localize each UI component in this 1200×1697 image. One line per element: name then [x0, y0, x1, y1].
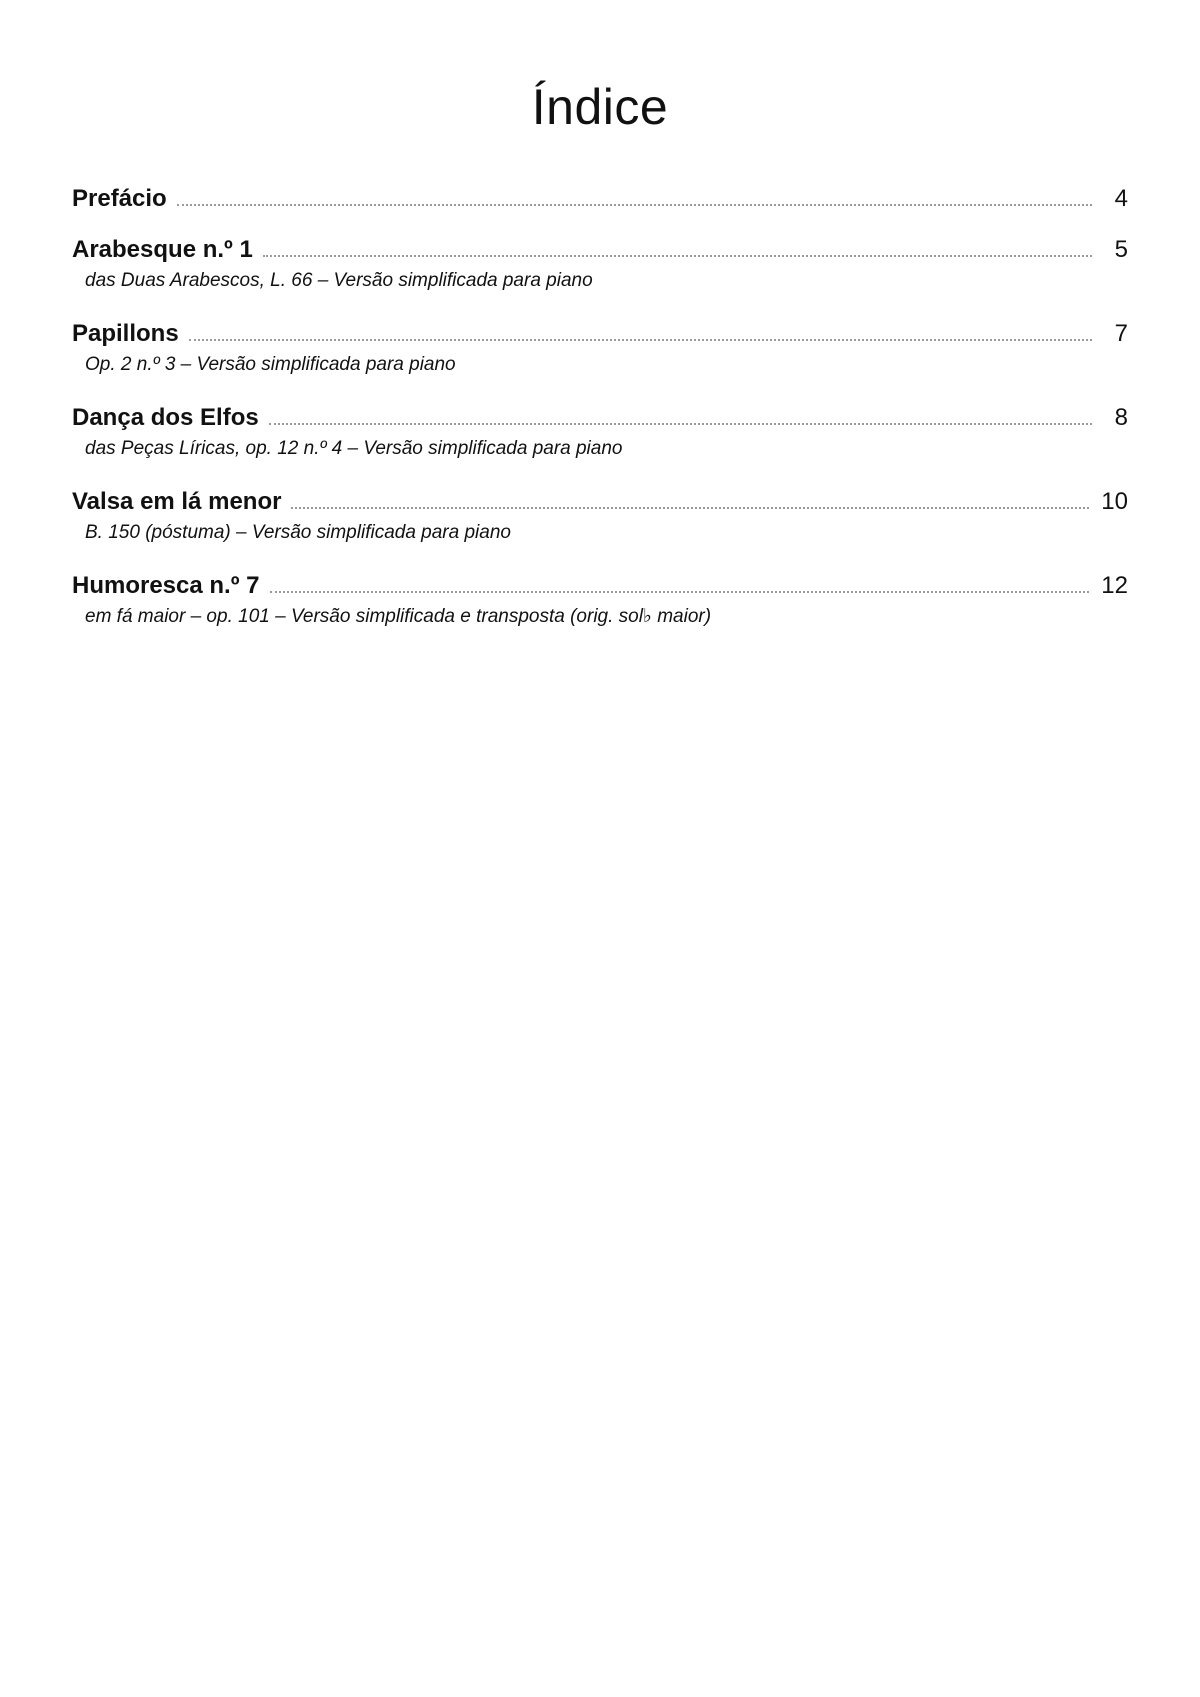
toc-entry-title: Arabesque n.º 1 — [72, 236, 253, 263]
toc-entry-arabesque — [72, 233, 1128, 295]
dot-leader — [177, 204, 1092, 206]
page-title: Índice — [531, 79, 669, 135]
toc-entry-subtitle: das Duas Arabescos, L. 66 – Versão simplificada para piano — [85, 270, 593, 291]
toc-entry-title: Humoresca n.º 7 — [72, 572, 260, 599]
toc-entry-papillons — [72, 317, 1128, 379]
toc-entry-subtitle: B. 150 (póstuma) – Versão simplificada para piano — [85, 522, 511, 543]
dot-leader — [270, 591, 1090, 593]
toc-entry-line — [72, 317, 1128, 351]
toc-entry-page-number: 12 — [1101, 572, 1128, 599]
toc-entry-danca-dos-elfos — [72, 401, 1128, 463]
toc-entry-line — [72, 401, 1128, 435]
dot-leader — [189, 339, 1092, 341]
toc-entry-subtitle: Op. 2 n.º 3 – Versão simplificada para piano — [85, 354, 456, 375]
toc-entry-page-number: 7 — [1114, 320, 1128, 347]
toc-entry-page-number: 4 — [1114, 185, 1128, 212]
toc-entry-line — [72, 485, 1128, 519]
table-of-contents — [72, 182, 1128, 631]
toc-entry-humoresca — [72, 569, 1128, 631]
toc-entry-valsa — [72, 485, 1128, 547]
dot-leader — [263, 255, 1092, 257]
toc-entry-subtitle: em fá maior – op. 101 – Versão simplificada e transposta (orig. sol♭ maior) — [85, 606, 712, 627]
toc-entry-line — [72, 182, 1128, 216]
toc-entry-page-number: 8 — [1114, 404, 1128, 431]
toc-entry-subtitle: das Peças Líricas, op. 12 n.º 4 – Versão simplificada para piano — [85, 438, 623, 459]
toc-entry-page-number: 5 — [1114, 236, 1128, 263]
toc-entry-prefacio — [72, 182, 1128, 216]
dot-leader — [269, 423, 1092, 425]
toc-entry-title: Valsa em lá menor — [72, 488, 282, 515]
toc-entry-title: Prefácio — [72, 185, 167, 212]
dot-leader — [291, 507, 1089, 509]
toc-entry-title: Papillons — [72, 320, 179, 347]
toc-entry-line — [72, 233, 1128, 267]
toc-entry-line — [72, 569, 1128, 603]
toc-entry-title: Dança dos Elfos — [72, 404, 259, 431]
toc-entry-page-number: 10 — [1101, 488, 1128, 515]
